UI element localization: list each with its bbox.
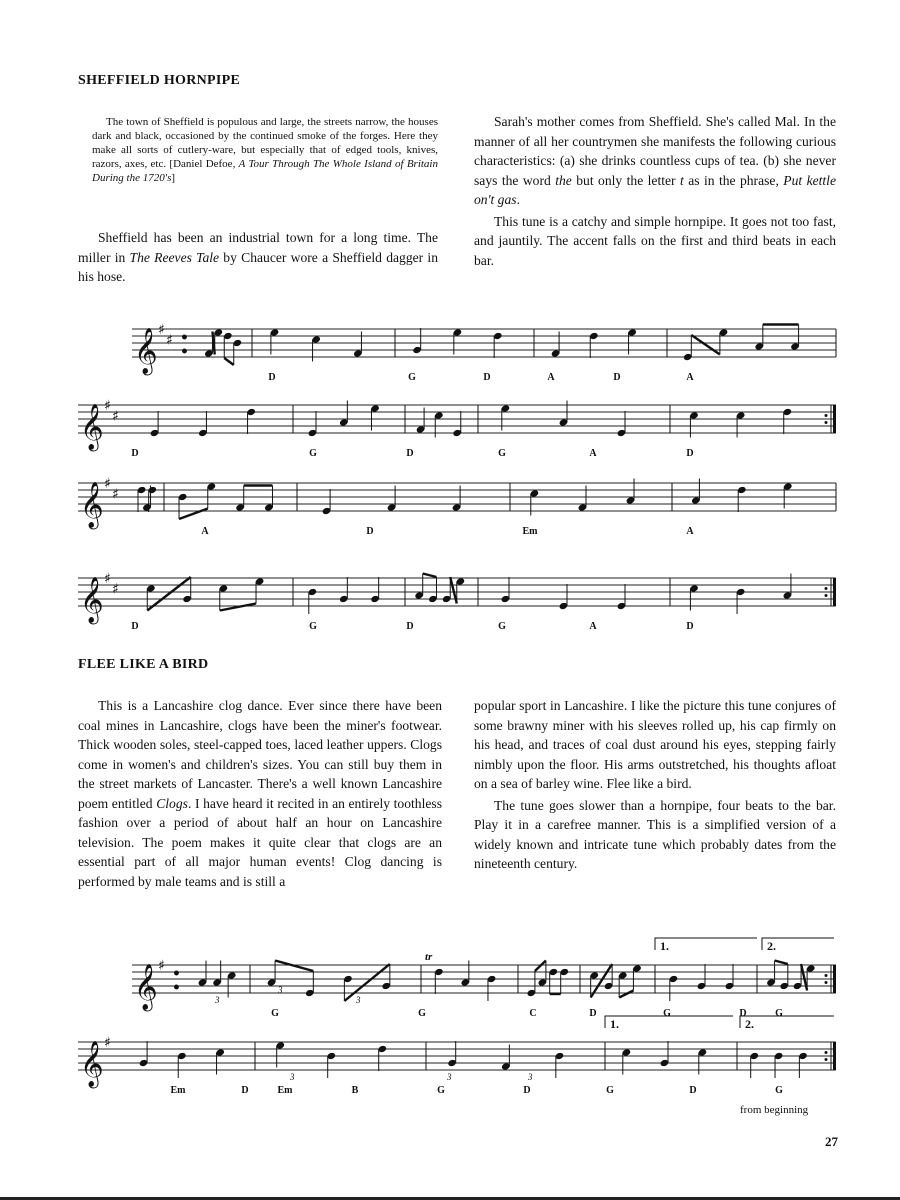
chord-symbol: D [686, 621, 694, 632]
chord-symbol: Em [170, 1085, 186, 1096]
volta-label: 2. [767, 939, 776, 953]
beam [775, 961, 788, 965]
triplet-number: 3 [447, 1072, 452, 1082]
beam [344, 964, 389, 1001]
chord-symbol: D [613, 372, 621, 383]
triplet-number: 3 [278, 985, 283, 995]
repeat-dot [825, 981, 828, 984]
text: Sarah's mother comes from Sheffield. She's called Mal. In the manner of all her countrymen she manifests the following curious characteristics: (a) she drinks countless cups of tea. (b) she never says the word [474, 114, 836, 188]
beam [224, 358, 234, 365]
chord-symbol: B [351, 1085, 359, 1096]
chord-symbol: D [406, 448, 414, 459]
chord-symbol: D [483, 372, 491, 383]
chord-symbol: D [268, 372, 276, 383]
barlines [164, 329, 836, 1070]
beam [423, 574, 437, 578]
text: This is a Lancashire clog dance. Ever since there have been coal mines in Lancashire, clogs have been the miner's footwear. Thick wooden soles, steel-capped toes, laced leather uppers. Clogs come in women's and children's sizes. You can still buy them in the street markets of Lancaster. There's a well known Lancashire poem entitled [78, 698, 442, 811]
chord-symbol: D [523, 1085, 531, 1096]
beam [801, 964, 807, 991]
repeat-dot [825, 587, 828, 590]
sharp-icon: ♯ [112, 581, 119, 598]
tempo-paragraph: The tune goes slower than a hornpipe, four beats to the bar. Play it in a carefree manner. This is a simplified version of a widely known and intricate tune which probably dates from the nineteenth century. [474, 797, 836, 871]
chord-symbol: D [406, 621, 414, 632]
repeat-dot [825, 594, 828, 597]
repeat-dot [825, 414, 828, 417]
text: . [516, 192, 520, 207]
chord-symbol: G [309, 448, 317, 459]
beam [275, 961, 313, 972]
quote-close: ] [171, 172, 176, 184]
chord-symbols [131, 372, 783, 1096]
quote-source-title: A Tour Through The Whole Island of Britain During the 1720's [92, 158, 438, 184]
sharp-icon: ♯ [158, 958, 165, 974]
chord-symbol: Em [522, 526, 538, 537]
emph-the: the [555, 172, 572, 188]
chord-symbol: Em [277, 1085, 293, 1096]
chord-symbol: A [589, 621, 597, 632]
chord-symbol: D [366, 526, 374, 537]
time-signature-bottom-icon: • [180, 344, 189, 360]
chord-symbol: G [775, 1085, 783, 1096]
chord-symbol: C [529, 1008, 537, 1019]
beam [179, 509, 208, 520]
time-signature-top-icon: • [172, 966, 181, 982]
page-number: 27 [825, 1134, 838, 1149]
beam [619, 991, 633, 998]
volta-label: 1. [610, 1017, 619, 1031]
work-title: The Reeves Tale [129, 249, 220, 265]
chord-symbol: G [663, 1008, 671, 1019]
chord-symbol: D [686, 448, 694, 459]
final-barline [833, 578, 836, 606]
beam [535, 961, 546, 972]
section-title-sheffield-hornpipe: SHEFFIELD HORNPIPE [78, 73, 241, 88]
chord-symbol: D [739, 1008, 747, 1019]
triplet-number: 3 [215, 995, 220, 1005]
chord-symbol: A [589, 448, 597, 459]
chord-symbol: A [547, 372, 555, 383]
from-beginning-label: from beginning [740, 1104, 809, 1116]
chord-symbol: A [201, 526, 209, 537]
sharp-icon: ♯ [104, 1035, 111, 1051]
clefs [80, 322, 189, 1089]
volta-bracket [740, 1016, 834, 1028]
chord-symbol: G [437, 1085, 445, 1096]
chord-symbol: G [775, 1008, 783, 1019]
sharp-icon: ♯ [158, 322, 165, 338]
treble-clef-icon: 𝄞 [80, 482, 104, 528]
miner-paragraph: popular sport in Lancashire. I like the picture this tune conjures of some brawny miner with his sleeves rolled up, his cap firmly on his head, and traces of coal dust around his eyes, stepping fairly nimbly upon the floor. His arms outstretched, his thoughts afloat on a sea of barley wine. Flee like a bird. [474, 698, 836, 791]
treble-clef-icon: 𝄞 [134, 328, 158, 374]
chord-symbol: D [241, 1085, 249, 1096]
treble-clef-icon: 𝄞 [80, 404, 104, 450]
repeat-dot [825, 1058, 828, 1061]
text: but only the letter [571, 172, 680, 188]
volta-bracket [655, 938, 757, 950]
chord-symbol: D [131, 621, 139, 632]
beam [450, 577, 457, 604]
repeat-dot [825, 974, 828, 977]
beam [691, 335, 720, 355]
beam [591, 964, 612, 998]
treble-clef-icon: 𝄞 [80, 577, 104, 623]
quote-text: The town of Sheffield is populous and large, the streets narrow, the houses dark and black, occasioned by the continued smoke of the forges. Here they make all sorts of cutlery-ware, but especially that of edged tools, knives, razors, axes, etc. [Daniel Defoe, [92, 116, 438, 170]
sharp-icon: ♯ [112, 408, 119, 425]
emph-t: t [680, 172, 684, 188]
sharp-icon: ♯ [166, 332, 173, 349]
final-barline [833, 1042, 836, 1070]
volta-label: 2. [745, 1017, 754, 1031]
text: by Chaucer wore a Sheffield dagger in his hose. [78, 249, 438, 284]
beam [220, 604, 256, 611]
chord-symbol: G [271, 1008, 279, 1019]
volta-label: 1. [660, 939, 669, 953]
chord-symbol: D [689, 1085, 697, 1096]
time-signature-top-icon: • [180, 330, 189, 346]
treble-clef-icon: 𝄞 [80, 1041, 104, 1087]
triplet-number: 3 [290, 1072, 295, 1082]
chord-symbol: G [498, 448, 506, 459]
repeat-dot [825, 421, 828, 424]
final-barline [833, 405, 836, 433]
chord-symbol: G [418, 1008, 426, 1019]
chord-symbol: A [686, 372, 694, 383]
final-barline [833, 965, 836, 993]
chord-symbol: D [589, 1008, 597, 1019]
text: . I have heard it recited in an entirely toothless fashion over a period of about half an hour on Lancashire television. The poem makes it quite clear that clogs are an essential part of all major human events! Clog dancing is performed by male teams and is still a [78, 795, 442, 889]
tune-description-paragraph: This tune is a catchy and simple hornpipe. It goes not too fast, and jauntily. The accent falls on the first and third beats in each bar. [474, 213, 836, 268]
treble-clef-icon: 𝄞 [134, 964, 158, 1010]
time-signature-bottom-icon: • [172, 980, 181, 996]
chord-symbol: D [131, 448, 139, 459]
work-title: Clogs [156, 795, 188, 811]
triplet-number: 3 [356, 995, 361, 1005]
beam [147, 577, 190, 611]
triplet-number: 3 [528, 1072, 533, 1082]
section-title-flee-like-a-bird: FLEE LIKE A BIRD [78, 657, 209, 672]
repeat-dot [825, 1051, 828, 1054]
chord-symbol: G [606, 1085, 614, 1096]
chord-symbol: G [309, 621, 317, 632]
sharp-icon: ♯ [112, 486, 119, 503]
chord-symbol: A [686, 526, 694, 537]
trill-mark: tr [425, 951, 433, 963]
sharp-icon: ♯ [104, 476, 111, 492]
text: Sheffield has been an industrial town for a long time. The miller in [78, 230, 438, 265]
sharp-icon: ♯ [104, 398, 111, 414]
chord-symbol: G [408, 372, 416, 383]
phrase: Put kettle on't gas [474, 172, 836, 207]
chord-symbol: G [498, 621, 506, 632]
text: as in the phrase, [683, 172, 784, 188]
staff-lines [78, 329, 836, 1070]
sharp-icon: ♯ [104, 571, 111, 587]
